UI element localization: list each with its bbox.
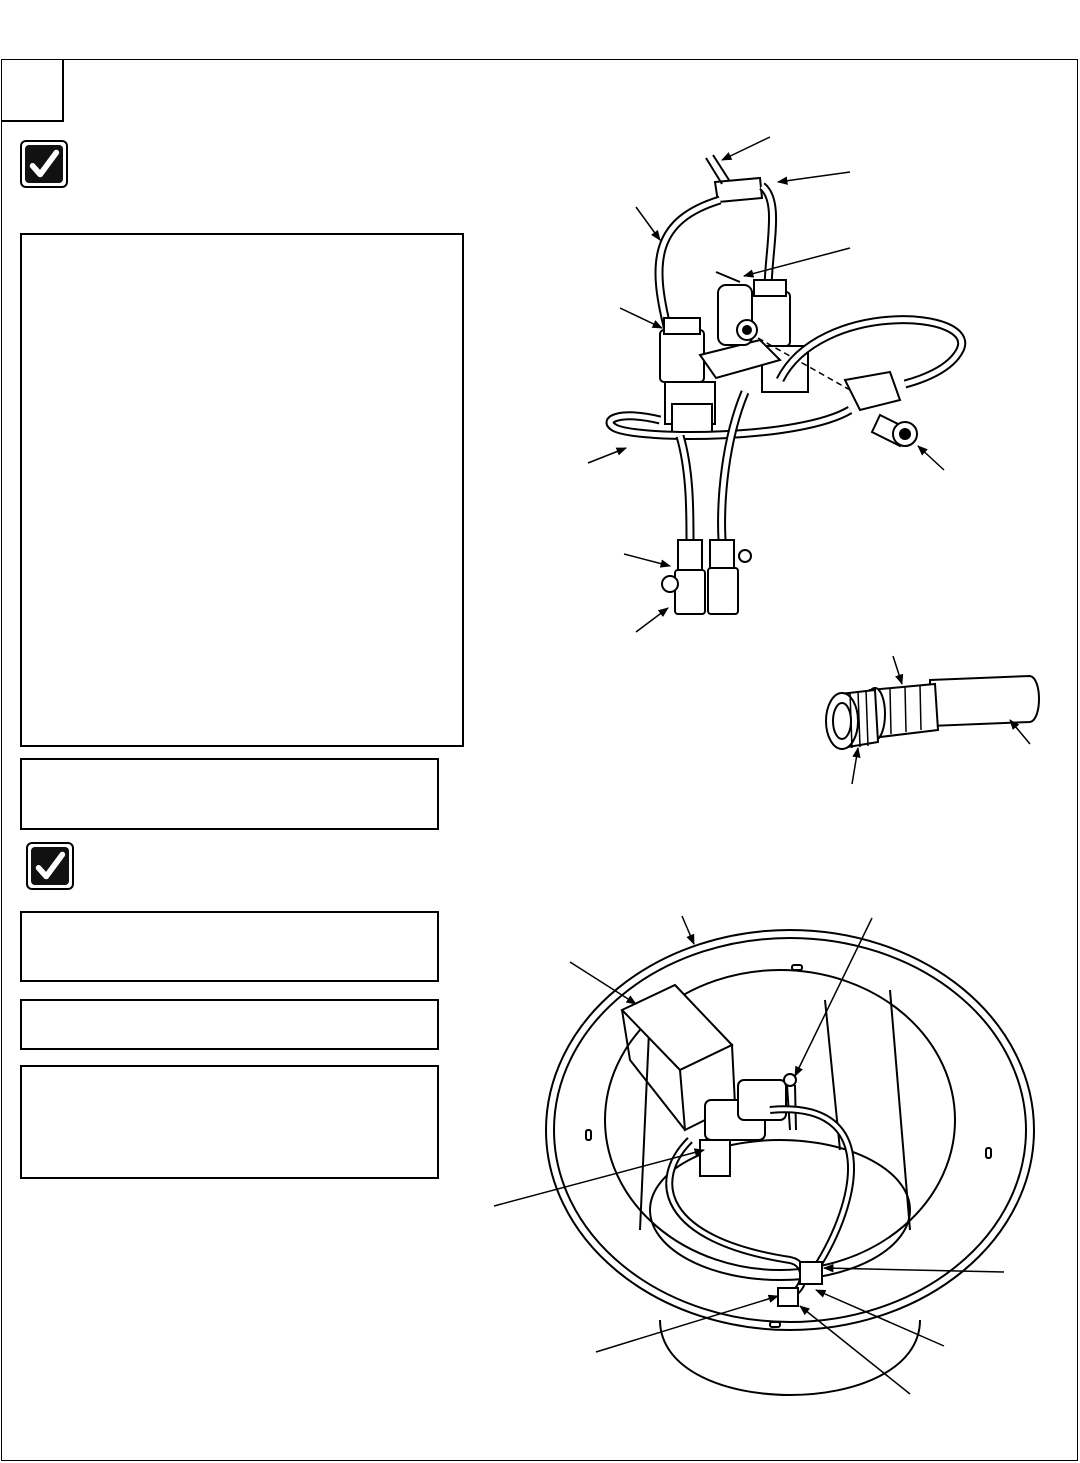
threaded-fitting-drawing [826,676,1039,749]
valve-assembly-drawing [610,155,962,614]
tank-assembly-drawing [546,930,1034,1395]
callout-arrows-fig3 [494,916,1004,1394]
